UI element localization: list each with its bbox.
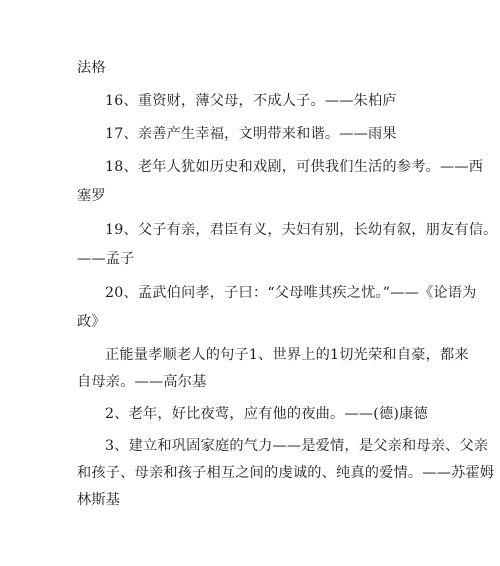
text-line: 19、父子有亲，君臣有义，夫妇有别，长幼有叙，朋友有信。 xyxy=(105,222,498,238)
text-line: 3、建立和巩固家庭的气力——是爱情，是父亲和母亲、父亲 xyxy=(105,438,489,454)
text-line: ——孟子 xyxy=(77,251,135,267)
text-line: 政》 xyxy=(77,314,106,330)
text-line: 2、老年，好比夜莺，应有他的夜曲。——(德)康德 xyxy=(105,406,428,422)
text-line: 塞罗 xyxy=(77,188,106,204)
text-line: 法格 xyxy=(77,60,106,76)
text-line: 自母亲。——高尔基 xyxy=(77,374,207,390)
text-line: 正能量孝顺老人的句子1、世界上的1切光荣和自豪，都来 xyxy=(105,347,469,363)
text-line: 20、孟武伯问孝，子曰：“父母唯其疾之忧。”——《论语为 xyxy=(105,285,477,301)
text-line: 和孩子、母亲和孩子相互之间的虔诚的、纯真的爱情。——苏霍姆 xyxy=(77,465,495,481)
text-line: 18、老年人犹如历史和戏剧，可供我们生活的参考。——西 xyxy=(105,159,484,175)
text-line: 林斯基 xyxy=(77,492,121,508)
text-line: 17、亲善产生幸福，文明带来和谐。——雨果 xyxy=(105,126,397,142)
text-line: 16、重资财，薄父母，不成人子。——朱柏庐 xyxy=(105,93,397,109)
